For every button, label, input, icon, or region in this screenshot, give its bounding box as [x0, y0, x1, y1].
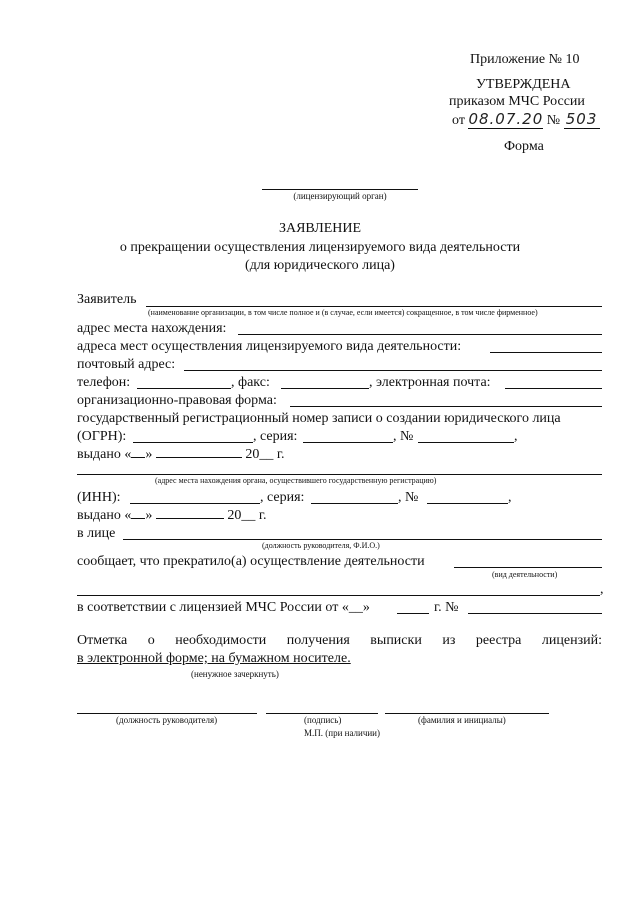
postal-line — [184, 370, 602, 371]
inn-series-label: , серия: — [260, 490, 305, 505]
name-line — [385, 713, 549, 714]
ogrn-number-label: , № — [393, 429, 414, 444]
applicant-caption: (наименование организации, в том числе полное и (в случае, если имеется) сокращенное, в том числе фирменное) — [148, 308, 538, 317]
note-word: выписки — [370, 633, 422, 648]
phone-line — [137, 388, 231, 389]
issued-close-quote: » — [145, 447, 153, 462]
license-label: в соответствии с лицензией МЧС России от «__» — [77, 600, 370, 615]
ogrn-series-label: , серия: — [253, 429, 298, 444]
inn-number-line — [427, 503, 508, 504]
license-month-line — [397, 613, 429, 614]
legal-form-line — [290, 406, 602, 407]
issued2-close-quote: » — [145, 508, 153, 523]
appendix-label: Приложение № 10 — [470, 52, 580, 67]
note-word: о — [147, 633, 155, 648]
number-label: № — [546, 113, 561, 128]
person-caption: (должность руководителя, Ф.И.О.) — [262, 541, 380, 550]
from-label: от — [452, 113, 465, 128]
order-date-row — [452, 110, 600, 129]
activity-line — [454, 567, 602, 568]
document-subtitle-2: (для юридического лица) — [245, 258, 395, 273]
ogrn-number-line — [418, 442, 514, 443]
email-line — [505, 388, 602, 389]
license-year-label: г. № — [434, 600, 459, 615]
ogrn-series-line — [303, 442, 393, 443]
note-caption: (ненужное зачеркнуть) — [191, 669, 279, 679]
activity-continuation-line — [77, 595, 600, 596]
form-label: Форма — [504, 139, 544, 154]
license-number-line — [468, 613, 602, 614]
inn-number-label: , № — [398, 490, 419, 505]
issued-year: 20__ г. — [245, 447, 285, 462]
reg-authority-caption: (адрес места нахождения органа, осуществившего государственную регистрацию) — [155, 476, 437, 485]
email-label: , электронная почта: — [369, 375, 491, 390]
address-line — [238, 334, 602, 335]
issued2-open-quote: выдано « — [77, 508, 132, 523]
issued-inn-row — [77, 508, 267, 524]
note-word: необходимости — [175, 633, 267, 648]
in-person-line — [123, 539, 602, 540]
issued-open-quote: выдано « — [77, 447, 132, 462]
signature-caption: (подпись) — [304, 715, 342, 725]
ogrn-comma: , — [514, 429, 518, 444]
inn-line — [130, 503, 260, 504]
order-date-handwritten: 08.07.20 — [468, 110, 544, 128]
reports-label: сообщает, что прекратило(а) осуществление деятельности — [77, 554, 425, 569]
ogrn-line — [133, 442, 253, 443]
position-line — [77, 713, 257, 714]
inn-series-line — [311, 503, 398, 504]
note-word: получения — [286, 633, 350, 648]
applicant-line — [146, 306, 602, 307]
order-number-handwritten: 503 — [564, 110, 600, 129]
phone-label: телефон: — [77, 375, 131, 390]
position-caption: (должность руководителя) — [116, 715, 218, 725]
name-caption: (фамилия и инициалы) — [418, 715, 506, 725]
activity-caption: (вид деятельности) — [492, 570, 558, 579]
licensing-body-line — [262, 189, 418, 190]
inn-comma: , — [508, 490, 512, 505]
fax-label: , факс: — [231, 375, 270, 390]
signature-line — [266, 713, 378, 714]
in-person-label: в лице — [77, 526, 116, 541]
postal-label: почтовый адрес: — [77, 357, 176, 372]
note-word: лицензий: — [541, 633, 602, 648]
address-label: адрес места нахождения: — [77, 321, 227, 336]
note-word: реестра — [475, 633, 522, 648]
note-word: Отметка — [77, 633, 128, 648]
legal-form-label: организационно-правовая форма: — [77, 393, 277, 408]
note-word: из — [442, 633, 456, 648]
ogrn-label: (ОГРН): — [77, 429, 127, 444]
applicant-label: Заявитель — [77, 292, 137, 307]
document-subtitle: о прекращении осуществления лицензируемого вида деятельности — [119, 240, 521, 255]
note-line-1 — [77, 633, 602, 649]
reg-number-label: государственный регистрационный номер записи о создании юридического лица — [77, 411, 561, 426]
inn-label: (ИНН): — [77, 490, 121, 505]
approved-label: УТВЕРЖДЕНА — [476, 77, 571, 92]
order-label: приказом МЧС России — [449, 94, 585, 109]
reg-authority-line — [77, 474, 602, 475]
document-title: ЗАЯВЛЕНИЕ — [278, 221, 362, 236]
activity-addresses-label: адреса мест осуществления лицензируемого вида деятельности: — [77, 339, 462, 354]
issued-ogrn-row — [77, 447, 285, 463]
stamp-caption: М.П. (при наличии) — [304, 728, 380, 738]
activity-comma: , — [600, 582, 604, 597]
note-line-2: в электронной форме; на бумажном носителе. — [77, 651, 351, 666]
licensing-body-caption: (лицензирующий орган) — [293, 191, 387, 201]
activity-addresses-line — [490, 352, 602, 353]
issued2-year: 20__ г. — [227, 508, 267, 523]
fax-line — [281, 388, 369, 389]
